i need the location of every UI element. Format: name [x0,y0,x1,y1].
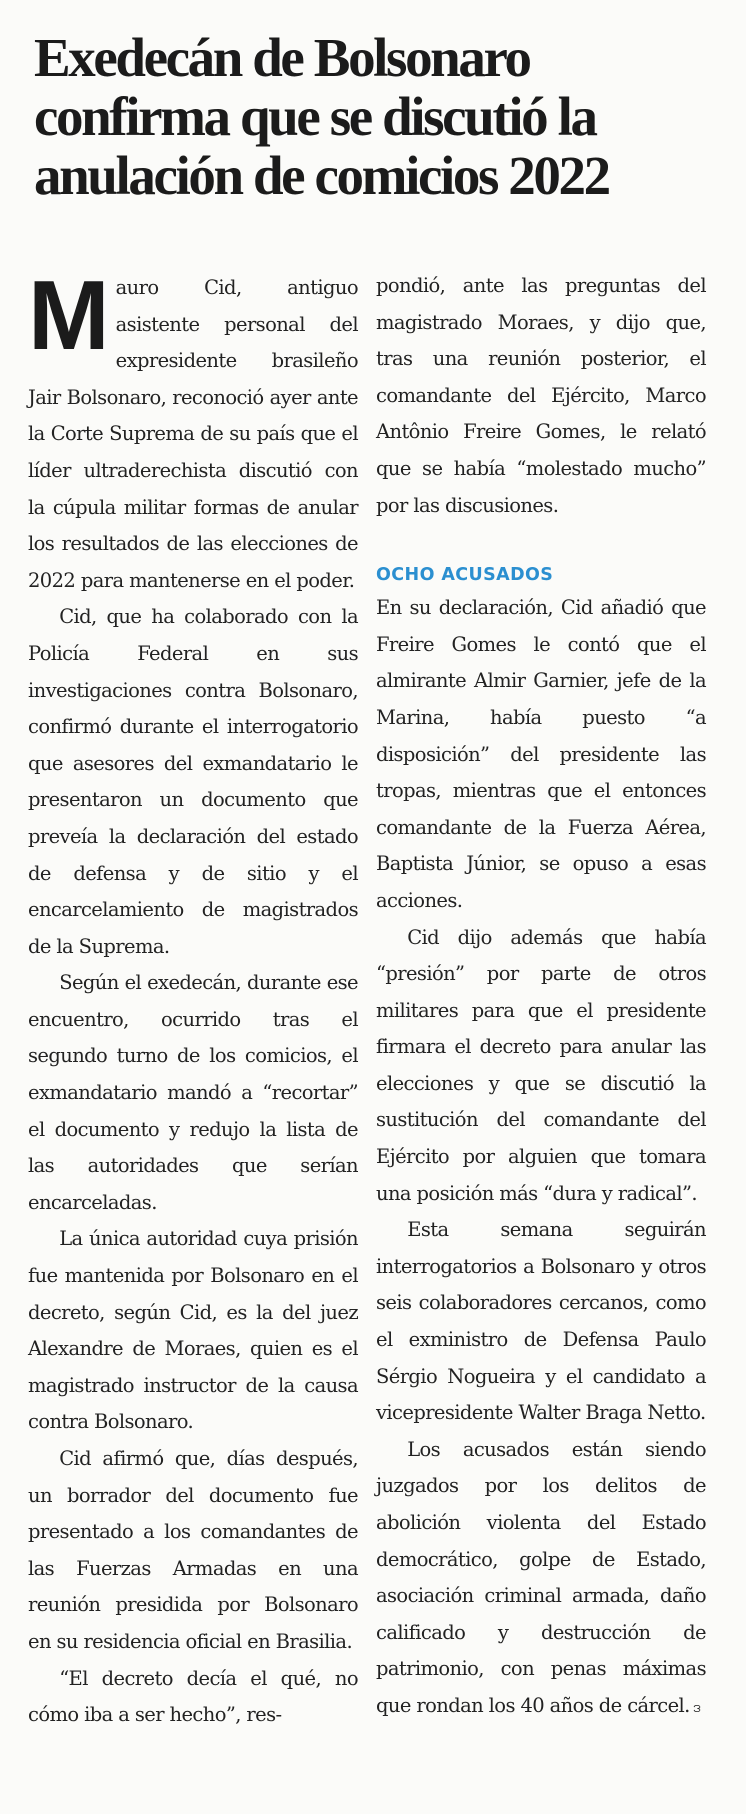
lead-paragraph [28,260,358,599]
body-paragraph: “El decreto decía el qué, no cómo iba a ser hecho”, res- [28,1666,358,1727]
body-paragraph: Cid dijo además que había “presión” por parte de otros militares para que el presidente firmara el decreto para anular las elecciones y que se discutió la sustitución del comandante del Ejército por alguien que tomara una posición más “dura y radical”. [376,925,706,1205]
lead-paragraph-text: auro Cid, antiguo asistente personal del expresidente brasileño Jair Bolsonaro, reconoció ayer ante la Corte Suprema de su país que el líder ultraderechista discutió con la cúpula militar formas de anular los resultados de las elecciones de 2022 para mantenerse en el poder. [28,276,358,592]
section-subhead: OCHO ACUSADOS [376,565,554,586]
article-column-right [376,268,706,1726]
headline: Exedecán de Bolsonaro confirma que se discutió la anulación de comicios 2022 [34,27,609,206]
end-mark-icon: ဒ [692,1696,701,1716]
article-column-left [28,260,358,1734]
body-paragraph: En su declaración, Cid añadió que Freire Gomes le contó que el almirante Almir Garnier, jefe de la Marina, había puesto “a disposición” del presidente las tropas, mientras que el entonces comandante de la Fuerza Aérea, Baptista Júnior, se opuso a esas acciones. [376,596,706,912]
body-paragraph: Según el exedecán, durante ese encuentro, ocurrido tras el segundo turno de los comicios, el exmandatario mandó a “recortar” el documento y redujo la lista de las autoridades que serían encarceladas. [28,971,358,1214]
body-paragraph: Cid, que ha colaborado con la Policía Federal en sus investigaciones contra Bolsonaro, confirmó durante el interrogatorio que asesores del exmandatario le presentaron un documento que preveía la declaración del estado de defensa y de sitio y el encarcelamiento de magistrados de la Suprema. [28,605,358,958]
body-paragraph: La única autoridad cuya prisión fue mantenida por Bolsonaro en el decreto, según Cid, es la del juez Alexandre de Moraes, quien es el magistrado instructor de la causa contra Bolsonaro. [28,1227,358,1434]
drop-cap: M [28,260,108,370]
final-paragraph-text: Los acusados están siendo juzgados por los delitos de abolición violenta del Estado democrático, golpe de Estado, asociación criminal armada, daño calificado y destrucción de patrimonio, con penas máximas que rondan los 40 años de cárcel. [376,1437,706,1717]
continued-paragraph: pondió, ante las preguntas del magistrado Moraes, y dijo que, tras una reunión posterior, el comandante del Ejército, Marco Antônio Freire Gomes, le relató que se había “molestado mucho” por las discusiones. [376,274,706,517]
body-paragraph [376,1432,706,1726]
body-paragraph: Cid afirmó que, días después, un borrador del documento fue presentado a los comandantes de las Fuerzas Armadas en una reunión presidida por Bolsonaro en su residencia oficial en Brasilia. [28,1447,358,1653]
body-paragraph: Esta semana seguirán interrogatorios a Bolsonaro y otros seis colaboradores cercanos, como el exministro de Defensa Paulo Sérgio Nogueira y el candidato a vicepresidente Walter Braga Netto. [376,1218,706,1425]
